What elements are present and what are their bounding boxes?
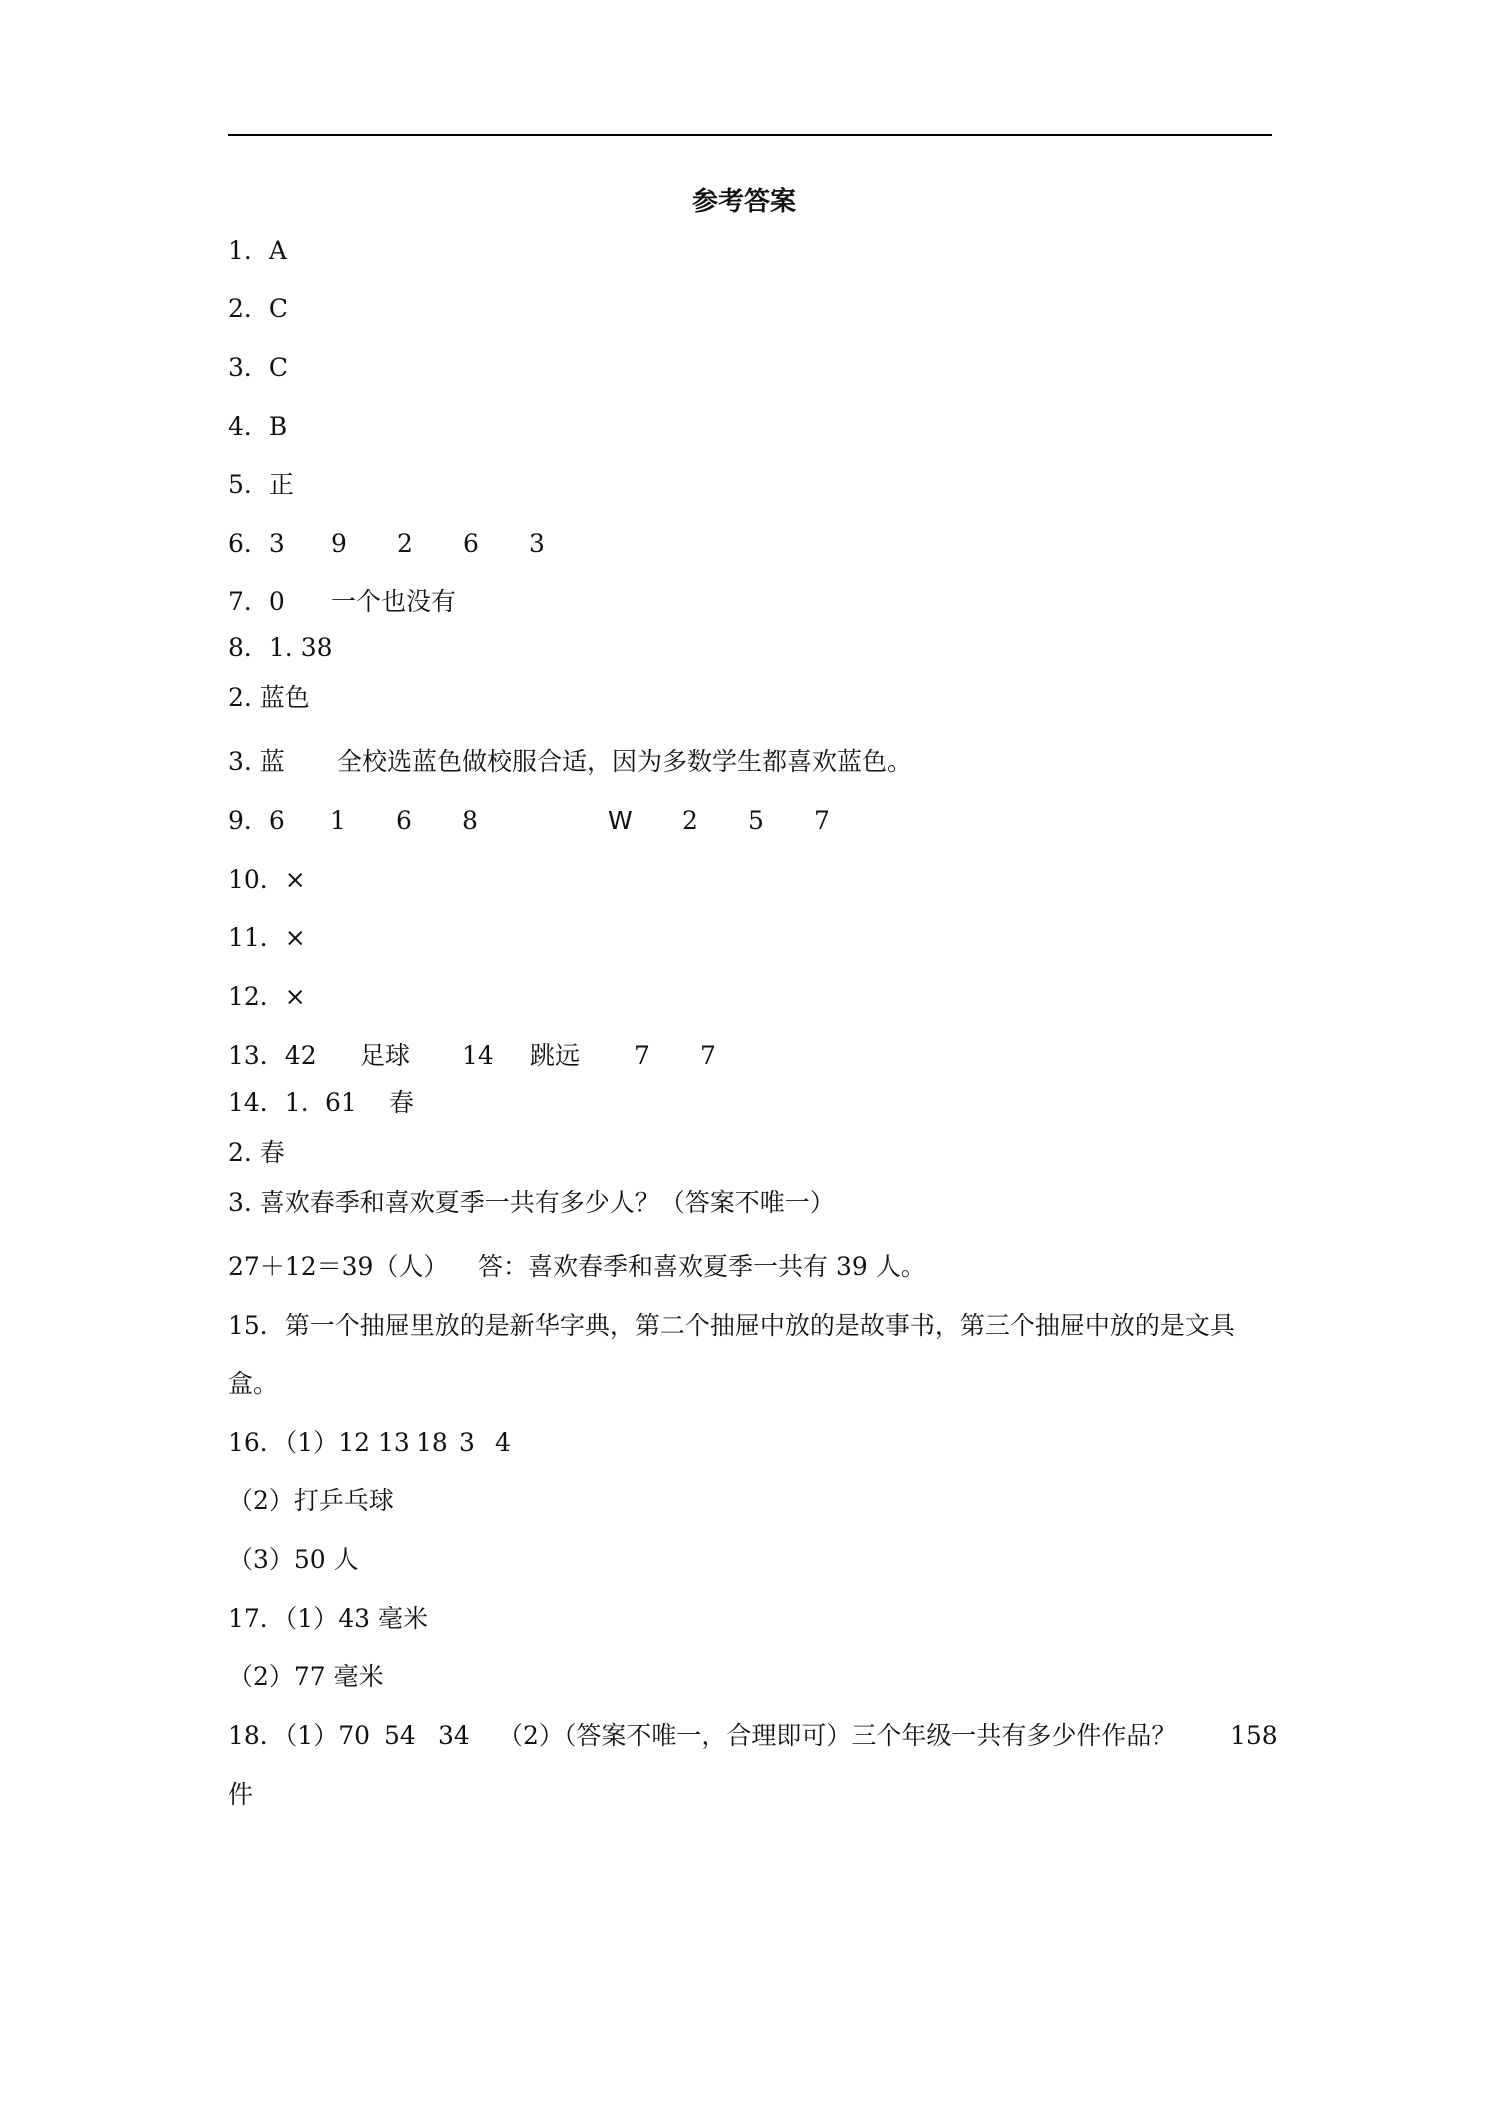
answer-9-part: W <box>608 806 633 835</box>
answer-7 <box>228 585 456 619</box>
answer-14-calc-part: 答：喜欢春季和喜欢夏季一共有 39 人。 <box>478 1252 926 1281</box>
answer-14-1 <box>228 1086 414 1120</box>
answer-9-part: 8 <box>462 806 478 835</box>
header-rule <box>228 134 1272 136</box>
page-title: 参考答案 <box>691 187 796 217</box>
answer-14-2: 2. 春 <box>228 1138 285 1167</box>
answer-18-part: 18．（1）70 <box>228 1721 371 1750</box>
answer-6 <box>228 527 545 561</box>
answer-8-2: 2. 蓝色 <box>228 683 310 712</box>
answer-11: 11．× <box>228 923 306 952</box>
answer-9-part: 2 <box>682 806 698 835</box>
answer-8-3-part: 3. 蓝 <box>228 747 285 776</box>
answer-6-part: 3 <box>529 529 545 558</box>
answer-17-2: （2）77 毫米 <box>228 1662 384 1691</box>
answer-13-part: 13．42 <box>228 1041 317 1070</box>
answer-9-part: 9．6 <box>228 806 285 835</box>
answer-16-1-part: 4 <box>495 1428 511 1457</box>
answer-18 <box>228 1719 1278 1753</box>
answer-16-1-part: 18 <box>416 1428 448 1457</box>
answer-16-3: （3）50 人 <box>228 1545 359 1574</box>
answer-14-3: 3. 喜欢春季和喜欢夏季一共有多少人？（答案不唯一） <box>228 1188 835 1217</box>
answer-13-part: 7 <box>634 1041 650 1070</box>
answer-9-part: 7 <box>814 806 830 835</box>
answer-8-1: 8．1. 38 <box>228 633 333 662</box>
answer-9 <box>228 804 830 838</box>
answer-18-cont: 件 <box>228 1780 254 1809</box>
answer-2: 2．C <box>228 294 289 323</box>
answer-6-part: 9 <box>331 529 347 558</box>
answer-10: 10．× <box>228 865 306 894</box>
answer-9-part: 1 <box>330 806 346 835</box>
answer-16-1-part: 16．（1）12 13 <box>228 1428 410 1457</box>
answer-18-part: 54 <box>384 1721 416 1750</box>
answer-18-part: 34 <box>438 1721 470 1750</box>
answer-8-3 <box>228 745 912 779</box>
answer-15-cont: 盒。 <box>228 1369 279 1398</box>
answer-7-part: 7．0 <box>228 587 285 616</box>
answer-6-part: 2 <box>397 529 413 558</box>
answer-9-part: 5 <box>748 806 764 835</box>
answer-15: 15．第一个抽屉里放的是新华字典，第二个抽屉中放的是故事书，第三个抽屉中放的是文具 <box>228 1311 1235 1340</box>
answer-12: 12．× <box>228 982 306 1011</box>
answer-14-calc-part: 27＋12＝39（人） <box>228 1252 449 1281</box>
answer-8-3-part: 全校选蓝色做校服合适，因为多数学生都喜欢蓝色。 <box>337 747 913 776</box>
answer-17-1: 17．（1）43 毫米 <box>228 1604 428 1633</box>
answer-6-part: 6 <box>463 529 479 558</box>
answer-7-part: 一个也没有 <box>331 587 457 616</box>
answer-9-part: 6 <box>396 806 412 835</box>
answer-13 <box>228 1039 716 1073</box>
answer-4: 4．B <box>228 412 288 441</box>
answer-18-part: （2）（答案不唯一，合理即可）三个年级一共有多少件作品？ <box>498 1721 1177 1750</box>
answer-14-calc <box>228 1250 926 1284</box>
answer-16-1 <box>228 1426 511 1460</box>
answer-5: 5．正 <box>228 470 294 499</box>
answer-13-part: 足球 <box>360 1041 411 1070</box>
answer-14-1-part: 14．1. <box>228 1088 309 1117</box>
answer-1: 1．A <box>228 236 287 265</box>
answer-16-2: （2）打乒乓球 <box>228 1486 394 1515</box>
answer-3: 3．C <box>228 353 289 382</box>
answer-16-1-part: 3 <box>459 1428 475 1457</box>
answer-13-part: 7 <box>700 1041 716 1070</box>
answer-6-part: 6．3 <box>228 529 285 558</box>
answer-14-1-part: 春 <box>389 1088 415 1117</box>
answer-14-1-part: 61 <box>325 1088 357 1117</box>
answer-13-part: 跳远 <box>530 1041 581 1070</box>
answer-18-part: 158 <box>1230 1721 1278 1750</box>
answer-13-part: 14 <box>462 1041 494 1070</box>
